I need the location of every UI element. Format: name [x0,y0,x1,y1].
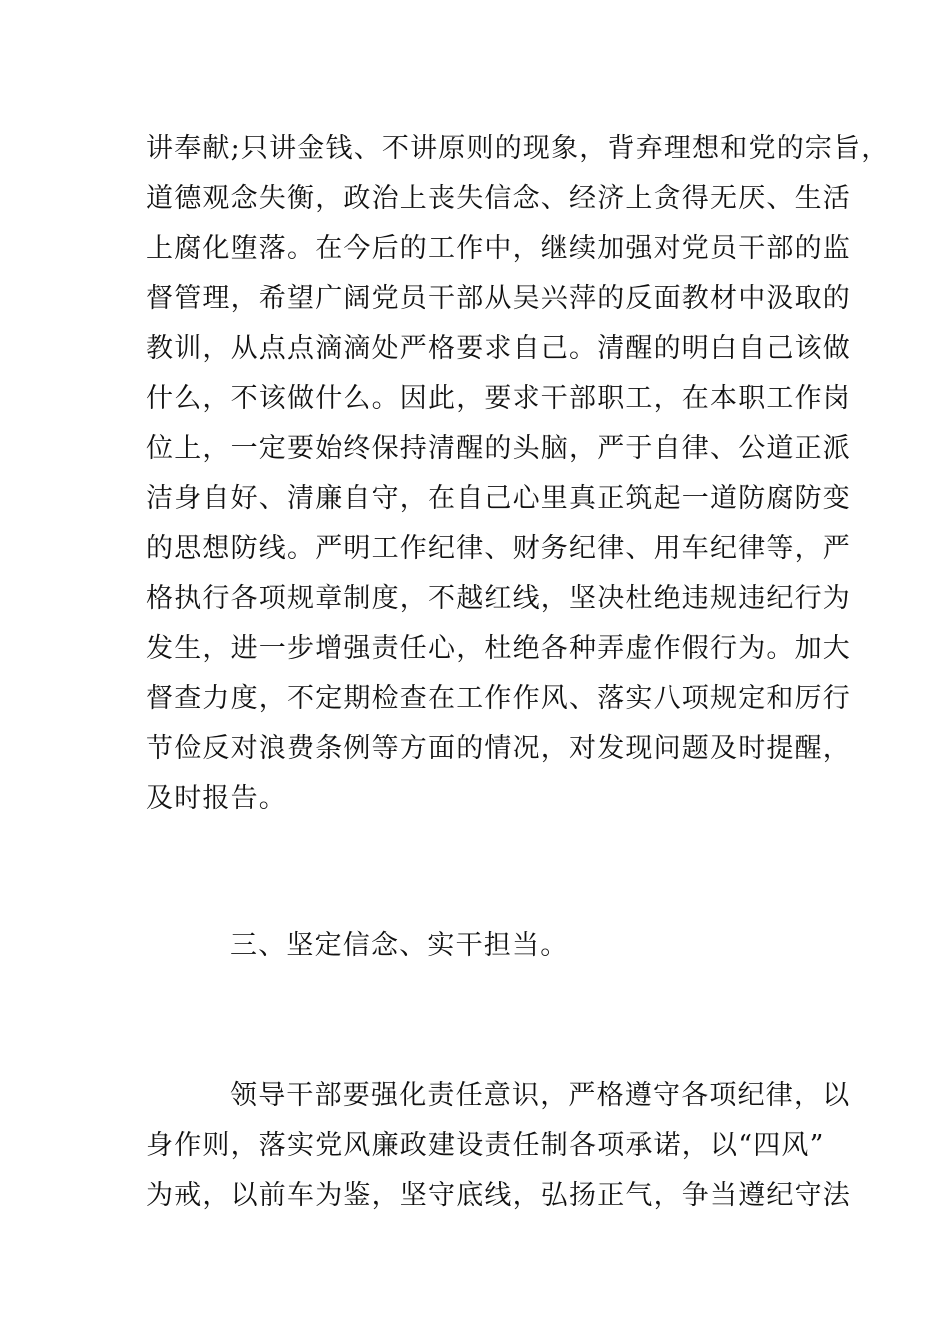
text-line: 教训，从点点滴滴处严格要求自己。清醒的明白自己该做 [146,333,851,364]
text-line: 位上，一定要始终保持清醒的头脑，严于自律、公道正派 [146,433,851,464]
text-line: 洁身自好、清廉自守，在自己心里真正筑起一道防腐防变 [146,483,851,514]
text-line: 节俭反对浪费条例等方面的情况，对发现问题及时提醒， [146,733,851,764]
text-line: 格执行各项规章制度，不越红线，坚决杜绝违规违纪行为 [146,583,851,614]
section-heading: 三、坚定信念、实干担当。 [230,930,569,961]
text-line: 督管理，希望广阔党员干部从吴兴萍的反面教材中汲取的 [146,283,851,314]
text-line: 什么，不该做什么。因此，要求干部职工，在本职工作岗 [146,383,851,414]
text-line: 督查力度，不定期检查在工作作风、落实八项规定和厉行 [146,683,851,714]
text-line: 身作则，落实党风廉政建设责任制各项承诺，以“四风” [146,1130,825,1161]
text-line: 的思想防线。严明工作纪律、财务纪律、用车纪律等，严 [146,533,851,564]
text-line: 为戒，以前车为鉴，坚守底线，弘扬正气，争当遵纪守法 [146,1180,851,1211]
text-line: 领导干部要强化责任意识，严格遵守各项纪律，以 [230,1080,851,1111]
text-line: 讲奉献;只讲金钱、不讲原则的现象，背弃理想和党的宗旨， [146,133,890,164]
text-line: 上腐化堕落。在今后的工作中，继续加强对党员干部的监 [146,233,851,264]
text-line: 道德观念失衡，政治上丧失信念、经济上贪得无厌、生活 [146,183,851,214]
text-line: 及时报告。 [146,783,287,814]
text-line: 发生，进一步增强责任心，杜绝各种弄虚作假行为。加大 [146,633,851,664]
